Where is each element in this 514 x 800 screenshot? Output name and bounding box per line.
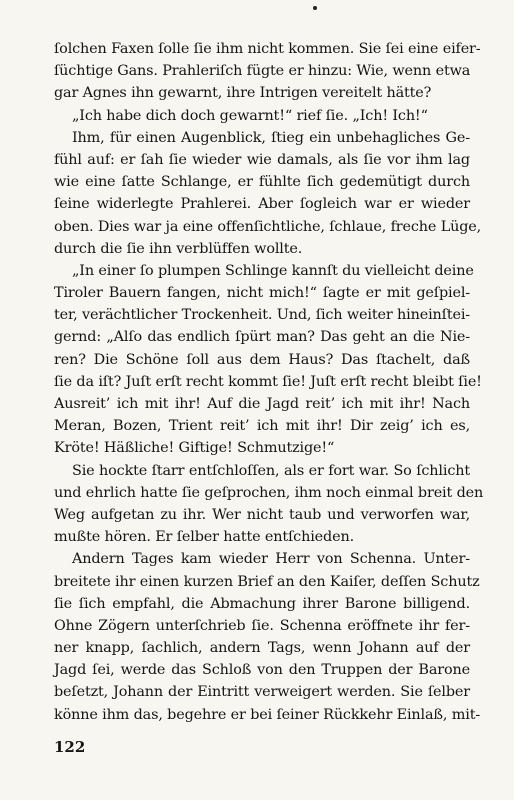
text-line: Ohne Zögern unterſchrieb ſie. Schenna eröffnete ihr fer- [54, 617, 470, 634]
text-line: oben. Dies war ja eine offenſichtliche, ſchlaue, freche Lüge, [54, 218, 482, 235]
print-speck [313, 6, 317, 10]
text-line: ren? Die Schöne ſoll aus dem Haus? Das ſtachelt, daß [54, 351, 470, 368]
text-line: und ehrlich hatte ſie geſprochen, ihm noch einmal breit den [54, 484, 484, 501]
text-line: ter, verächtlicher Trockenheit. Und, ſich weiter hineinſtei- [54, 307, 470, 324]
text-line: ſüchtige Gans. Prahleriſch fügte er hinzu: Wie, wenn etwa [54, 63, 471, 80]
text-line: könne ihm das, begehre er bei ſeiner Rückkehr Einlaß, mit- [54, 706, 481, 723]
text-line: ſolchen Faxen ſolle ſie ihm nicht kommen. Sie ſei eine eifer- [54, 41, 481, 57]
text-line: Kröte! Häßliche! Giftige! Schmutzige!“ [54, 440, 335, 457]
text-line: gar Agnes ihn gewarnt, ihre Intrigen vereitelt hätte? [54, 85, 432, 102]
text-line: „In einer ſo plumpen Schlinge kannſt du vielleicht deine [72, 262, 474, 279]
text-line: Jagd ſei, werde das Schloß von den Truppen der Barone [54, 662, 470, 679]
text-line: ſie ſich empfahl, die Abmachung ihrer Barone billigend. [54, 595, 470, 612]
text-line: fühl auf: er ſah ſie wieder wie damals, als ſie vor ihm lag [54, 151, 470, 168]
text-line: Ausreit’ ich mit ihr! Auf die Jagd reit’ ich mit ihr! Nach [54, 396, 470, 412]
text-line: „Ich habe dich doch gewarnt!“ rief ſie. „Ich! Ich!“ [72, 107, 428, 124]
text-line: durch die ſie ihn verblüffen wollte. [54, 240, 303, 257]
page-number: 122 [54, 738, 86, 756]
text-line: Tiroler Bauern fangen, nicht mich!“ ſagte er mit geſpiel- [54, 285, 470, 302]
text-line: wie eine ſatte Schlange, er fühlte ſich gedemütigt durch [54, 174, 470, 191]
text-line: ſie da iſt? Juſt erſt recht kommt ſie! Juſt erſt recht bleibt ſie! [54, 373, 482, 390]
text-line: Ihm, für einen Augenblick, ſtieg ein unbehagliches Ge- [72, 129, 470, 146]
text-line: beſetzt, Johann der Eintritt verweigert werden. Sie ſelber [54, 684, 470, 701]
text-line: breitete ihr einen kurzen Brief an den Kaiſer, deſſen Schutz [54, 573, 480, 590]
text-line: ſeine widerlegte Prahlerei. Aber ſogleich war er wieder [54, 196, 470, 213]
text-line: Meran, Bozen, Trient reit’ ich mit ihr! Dir zeig’ ich es, [54, 418, 470, 435]
text-line: gernd: „Alſo das endlich ſpürt man? Das geht an die Nie- [54, 329, 470, 346]
text-line: Andern Tages kam wieder Herr von Schenna. Unter- [72, 551, 470, 568]
text-line: mußte hören. Er ſelber hatte entſchieden. [54, 529, 354, 546]
text-line: ner knapp, ſachlich, andern Tags, wenn Johann auf der [54, 640, 470, 657]
text-line: Weg aufgetan zu ihr. Wer nicht taub und verworfen war, [54, 506, 470, 523]
text-line: Sie hockte ſtarr entſchloſſen, als er fort war. So ſchlicht [72, 462, 470, 479]
body-text [54, 38, 484, 726]
